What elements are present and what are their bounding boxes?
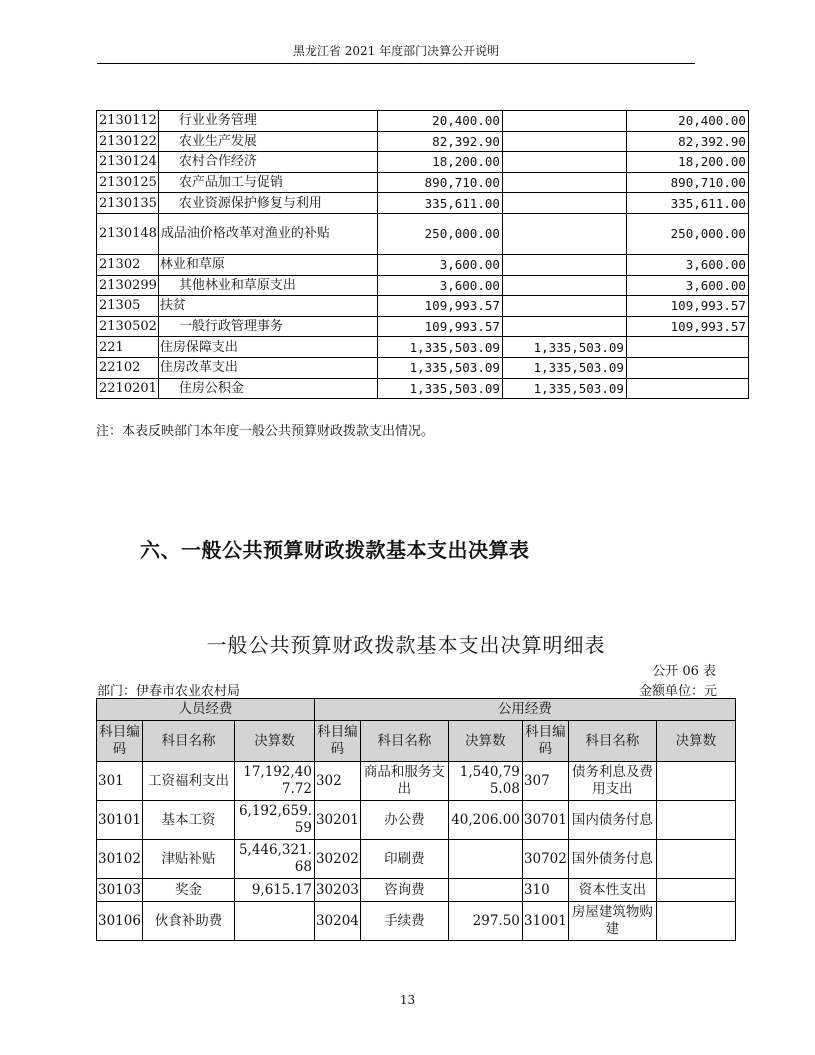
form-number: 公开 06 表	[652, 664, 716, 679]
amount-cell	[656, 762, 735, 801]
row-basic	[502, 213, 626, 254]
table-note: 注：本表反映部门本年度一般公共预算财政拨款支出情况。	[96, 424, 435, 439]
row-name: 扶贫	[158, 296, 377, 317]
name-cell: 手续费	[360, 902, 448, 941]
col-header-code: 科目编码	[97, 721, 143, 762]
row-basic: 1,335,503.09	[502, 378, 626, 399]
row-name: 农业生产发展	[158, 131, 377, 152]
amount-cell	[656, 840, 735, 879]
row-project: 18,200.00	[626, 152, 748, 173]
page-header: 黑龙江省 2021 年度部门决算公开说明	[292, 44, 500, 58]
row-project: 335,611.00	[626, 193, 748, 214]
row-total: 3,600.00	[377, 275, 502, 296]
name-cell: 印刷费	[360, 840, 448, 879]
name-cell: 债务利息及费用支出	[568, 762, 656, 801]
row-total: 335,611.00	[377, 193, 502, 214]
code-cell: 302	[314, 762, 360, 801]
col-header-amount: 决算数	[656, 721, 735, 762]
expenditure-table	[96, 110, 749, 399]
row-total: 1,335,503.09	[377, 378, 502, 399]
row-total: 20,400.00	[377, 111, 502, 132]
amount-cell	[448, 840, 522, 879]
row-project	[626, 357, 748, 378]
amount-cell	[656, 801, 735, 840]
row-basic	[502, 254, 626, 275]
name-cell: 商品和服务支出	[360, 762, 448, 801]
section-title: 六、一般公共预算财政拨款基本支出决算表	[140, 538, 530, 562]
row-project: 3,600.00	[626, 275, 748, 296]
table-row	[97, 902, 736, 941]
row-basic	[502, 172, 626, 193]
col-header-amount: 决算数	[234, 721, 314, 762]
row-code: 2130112	[97, 111, 159, 132]
table-row	[97, 337, 749, 358]
table-row	[97, 275, 749, 296]
row-code: 21302	[97, 254, 159, 275]
code-cell: 30202	[314, 840, 360, 879]
code-cell: 31001	[522, 902, 568, 941]
code-cell: 30204	[314, 902, 360, 941]
col-header-code: 科目编码	[522, 721, 568, 762]
code-cell: 307	[522, 762, 568, 801]
amount-cell	[656, 879, 735, 902]
row-total: 109,993.57	[377, 296, 502, 317]
row-code: 2130135	[97, 193, 159, 214]
name-cell: 国外债务付息	[568, 840, 656, 879]
code-cell: 301	[97, 762, 143, 801]
row-basic	[502, 131, 626, 152]
page-number: 13	[399, 993, 416, 1007]
amount-cell: 297.50	[448, 902, 522, 941]
table-row	[97, 131, 749, 152]
row-name: 住房改革支出	[158, 357, 377, 378]
row-basic	[502, 296, 626, 317]
col-header-name: 科目名称	[568, 721, 656, 762]
row-code: 21305	[97, 296, 159, 317]
row-basic: 1,335,503.09	[502, 357, 626, 378]
department-label: 部门：伊春市农业农村局	[97, 684, 241, 699]
table-row	[97, 357, 749, 378]
table-row	[97, 193, 749, 214]
row-name: 住房保障支出	[158, 337, 377, 358]
table-row	[97, 254, 749, 275]
row-code: 22102	[97, 357, 159, 378]
group-header-personnel: 人员经费	[97, 699, 315, 721]
row-name: 林业和草原	[158, 254, 377, 275]
amount-cell	[448, 879, 522, 902]
row-project	[626, 337, 748, 358]
table-row	[97, 879, 736, 902]
row-project: 890,710.00	[626, 172, 748, 193]
row-code: 2130122	[97, 131, 159, 152]
row-total: 890,710.00	[377, 172, 502, 193]
table-row	[97, 762, 736, 801]
name-cell: 房屋建筑物购建	[568, 902, 656, 941]
row-code: 2130125	[97, 172, 159, 193]
code-cell: 30103	[97, 879, 143, 902]
name-cell: 津贴补贴	[142, 840, 234, 879]
name-cell: 办公费	[360, 801, 448, 840]
row-project: 109,993.57	[626, 296, 748, 317]
amount-cell: 9,615.17	[234, 879, 314, 902]
code-cell: 30102	[97, 840, 143, 879]
row-basic	[502, 193, 626, 214]
name-cell: 奖金	[142, 879, 234, 902]
amount-cell: 6,192,659.59	[234, 801, 314, 840]
code-cell: 30106	[97, 902, 143, 941]
row-total: 1,335,503.09	[377, 357, 502, 378]
row-name: 农产品加工与促销	[158, 172, 377, 193]
code-cell: 30203	[314, 879, 360, 902]
col-header-code: 科目编码	[314, 721, 360, 762]
name-cell: 工资福利支出	[142, 762, 234, 801]
row-basic	[502, 316, 626, 337]
row-project: 250,000.00	[626, 213, 748, 254]
name-cell: 国内债务付息	[568, 801, 656, 840]
amount-cell: 40,206.00	[448, 801, 522, 840]
row-total: 1,335,503.09	[377, 337, 502, 358]
code-cell: 310	[522, 879, 568, 902]
group-header-public: 公用经费	[314, 699, 735, 721]
table-row	[97, 378, 749, 399]
row-name: 农村合作经济	[158, 152, 377, 173]
row-name: 其他林业和草原支出	[158, 275, 377, 296]
col-header-name: 科目名称	[360, 721, 448, 762]
row-name: 成品油价格改革对渔业的补贴	[158, 213, 377, 254]
table-row	[97, 111, 749, 132]
row-project: 82,392.90	[626, 131, 748, 152]
table-row	[97, 840, 736, 879]
code-cell: 30701	[522, 801, 568, 840]
table-row	[97, 316, 749, 337]
row-name: 住房公积金	[158, 378, 377, 399]
code-cell: 30201	[314, 801, 360, 840]
amount-cell: 5,446,321.68	[234, 840, 314, 879]
name-cell: 伙食补助费	[142, 902, 234, 941]
header-rule	[97, 63, 695, 64]
amount-cell: 17,192,407.72	[234, 762, 314, 801]
col-header-amount: 决算数	[448, 721, 522, 762]
row-code: 2130502	[97, 316, 159, 337]
row-project	[626, 378, 748, 399]
table-row	[97, 213, 749, 254]
row-project: 20,400.00	[626, 111, 748, 132]
code-cell: 30101	[97, 801, 143, 840]
row-code: 2210201	[97, 378, 159, 399]
row-total: 3,600.00	[377, 254, 502, 275]
row-code: 221	[97, 337, 159, 358]
table-row	[97, 801, 736, 840]
amount-cell	[234, 902, 314, 941]
name-cell: 资本性支出	[568, 879, 656, 902]
basic-expenditure-detail-table	[96, 698, 736, 941]
row-total: 250,000.00	[377, 213, 502, 254]
row-code: 2130148	[97, 213, 159, 254]
name-cell: 咨询费	[360, 879, 448, 902]
table-row	[97, 296, 749, 317]
table-row	[97, 152, 749, 173]
row-name: 一般行政管理事务	[158, 316, 377, 337]
row-basic: 1,335,503.09	[502, 337, 626, 358]
row-name: 农业资源保护修复与利用	[158, 193, 377, 214]
row-basic	[502, 275, 626, 296]
unit-label: 金额单位：元	[638, 684, 717, 699]
row-basic	[502, 111, 626, 132]
amount-cell: 1,540,795.08	[448, 762, 522, 801]
row-total: 82,392.90	[377, 131, 502, 152]
row-basic	[502, 152, 626, 173]
row-code: 2130124	[97, 152, 159, 173]
col-header-name: 科目名称	[142, 721, 234, 762]
row-code: 2130299	[97, 275, 159, 296]
row-total: 109,993.57	[377, 316, 502, 337]
name-cell: 基本工资	[142, 801, 234, 840]
row-name: 行业业务管理	[158, 111, 377, 132]
row-project: 109,993.57	[626, 316, 748, 337]
table-row	[97, 172, 749, 193]
code-cell: 30702	[522, 840, 568, 879]
detail-table-title: 一般公共预算财政拨款基本支出决算明细表	[206, 633, 606, 657]
row-project: 3,600.00	[626, 254, 748, 275]
row-total: 18,200.00	[377, 152, 502, 173]
amount-cell	[656, 902, 735, 941]
